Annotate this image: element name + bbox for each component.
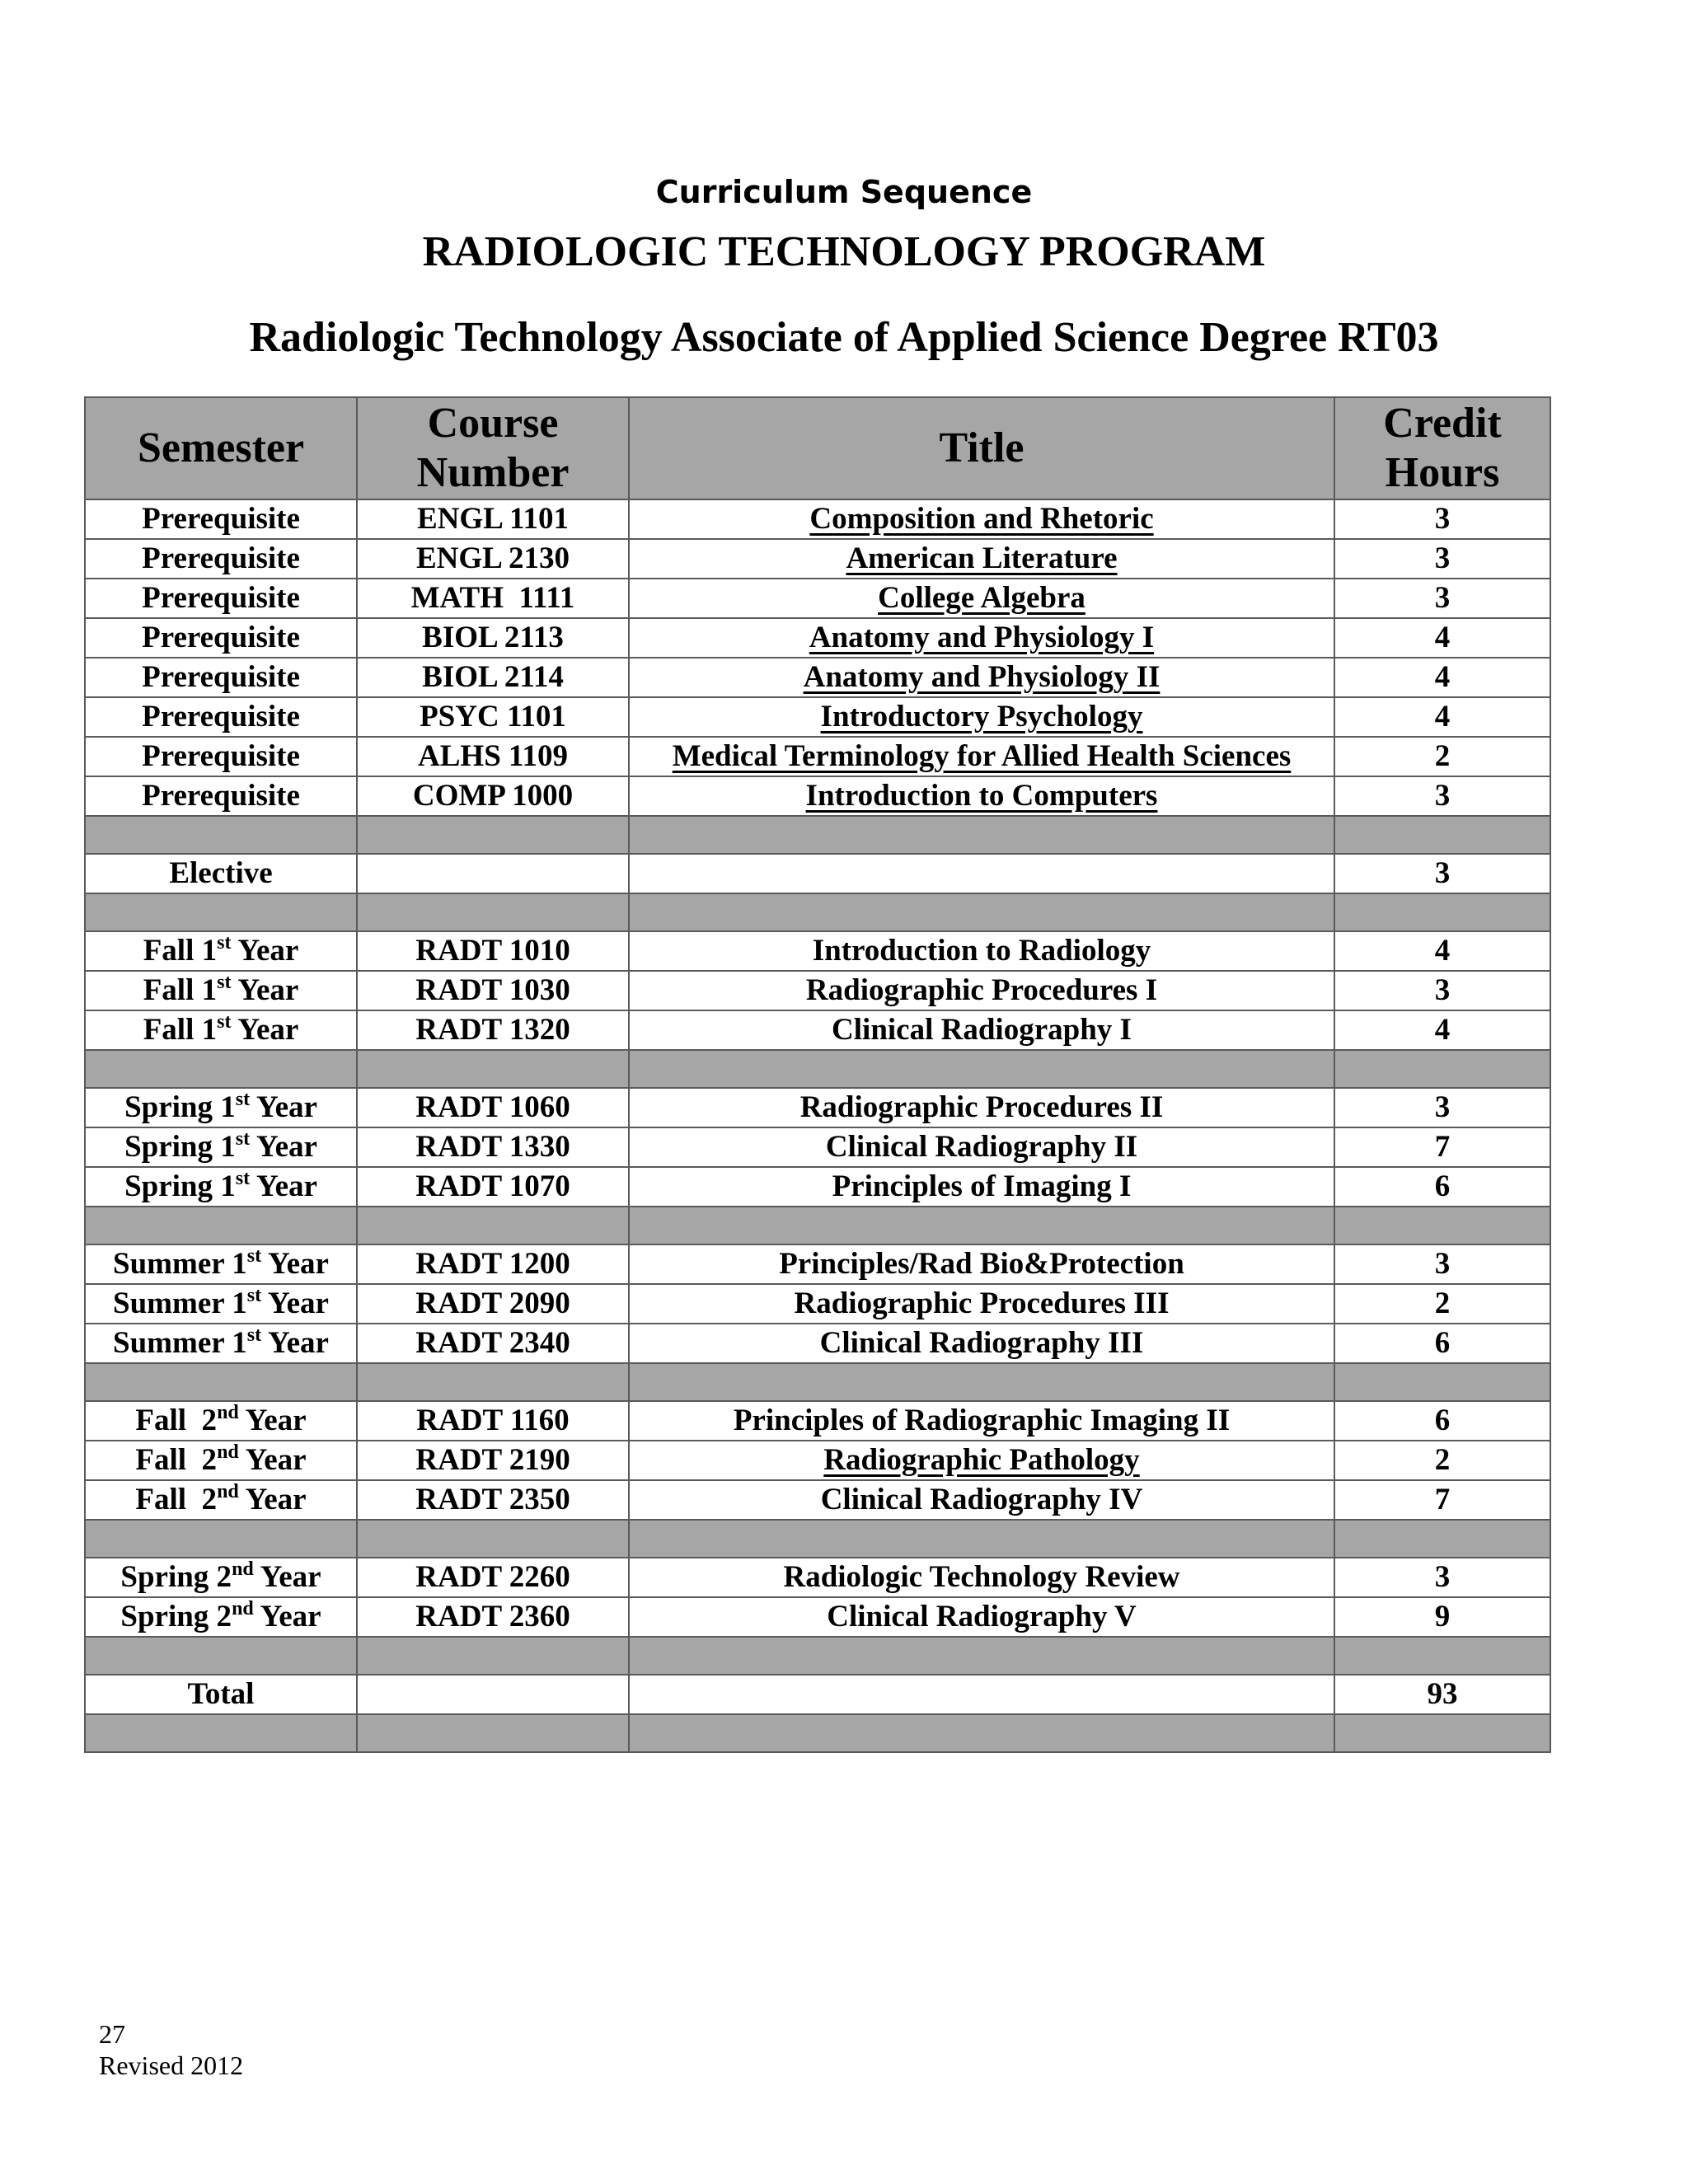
course-title: Clinical Radiography I — [832, 1013, 1132, 1047]
course-title-cell — [629, 539, 1334, 579]
credit-hours-cell: 2 — [1334, 737, 1550, 776]
semester-cell: Prerequisite — [85, 499, 357, 539]
semester-cell — [85, 1167, 357, 1207]
course-title: Anatomy and Physiology II — [803, 660, 1160, 694]
separator-cell — [629, 1050, 1334, 1088]
separator-cell — [357, 816, 629, 854]
semester-cell — [85, 1324, 357, 1363]
semester-year: Year — [253, 1560, 321, 1594]
course-title-cell — [629, 931, 1334, 971]
semester-year: Year — [231, 973, 299, 1007]
course-title: Clinical Radiography V — [827, 1600, 1137, 1633]
table-row — [85, 1401, 1550, 1441]
separator-row — [85, 1714, 1550, 1752]
course-title: Radiographic Procedures III — [794, 1286, 1170, 1320]
credit-hours-cell: 3 — [1334, 854, 1550, 893]
semester-text: Fall 2 — [135, 1404, 218, 1437]
table-row — [85, 737, 1550, 776]
course-title-cell — [629, 1401, 1334, 1441]
semester-year: Year — [250, 1169, 317, 1203]
separator-cell — [1334, 1714, 1550, 1752]
table-row — [85, 1088, 1550, 1127]
semester-cell — [85, 1244, 357, 1284]
semester-year: Year — [238, 1443, 307, 1477]
table-row — [85, 658, 1550, 697]
credit-hours-cell: 6 — [1334, 1324, 1550, 1363]
course-title-cell — [629, 1324, 1334, 1363]
separator-cell — [357, 1520, 629, 1558]
credit-hours-cell: 3 — [1334, 1244, 1550, 1284]
course-title-cell — [629, 737, 1334, 776]
semester-year: Year — [250, 1130, 317, 1164]
separator-cell — [357, 1714, 629, 1752]
credit-hours-cell: 6 — [1334, 1167, 1550, 1207]
header-credit-hours: Credit Hours — [1334, 397, 1550, 499]
semester-cell: Prerequisite — [85, 539, 357, 579]
semester-cell — [85, 931, 357, 971]
separator-cell — [357, 1363, 629, 1401]
credit-hours-cell: 93 — [1334, 1675, 1550, 1714]
table-row — [85, 618, 1550, 658]
semester-year: Year — [253, 1600, 321, 1633]
semester-ordinal: st — [217, 972, 232, 993]
course-title: Radiographic Pathology — [823, 1443, 1140, 1477]
course-number-cell: RADT 1330 — [357, 1127, 629, 1167]
semester-text: Fall 2 — [135, 1483, 218, 1516]
curriculum-table-body — [85, 499, 1550, 1752]
course-number-cell: COMP 1000 — [357, 776, 629, 816]
table-row — [85, 1010, 1550, 1050]
separator-cell — [85, 893, 357, 931]
separator-cell — [1334, 816, 1550, 854]
semester-year: Year — [231, 1013, 299, 1047]
separator-row — [85, 893, 1550, 931]
course-title-cell — [629, 1010, 1334, 1050]
semester-year: Year — [261, 1286, 329, 1320]
table-row — [85, 1558, 1550, 1597]
course-number-cell — [357, 1675, 629, 1714]
course-number-cell: RADT 1160 — [357, 1401, 629, 1441]
course-number-cell: MATH 1111 — [357, 579, 629, 618]
course-title-cell — [629, 1088, 1334, 1127]
semester-ordinal: st — [246, 1285, 262, 1306]
separator-cell — [629, 1363, 1334, 1401]
semester-text: Spring 1 — [124, 1090, 236, 1124]
table-row — [85, 1284, 1550, 1324]
semester-text: Fall 1 — [143, 934, 218, 968]
separator-row — [85, 1520, 1550, 1558]
semester-cell — [85, 1558, 357, 1597]
program-title: RADIOLOGIC TECHNOLOGY PROGRAM — [422, 228, 1266, 275]
semester-cell — [85, 1284, 357, 1324]
credit-hours-cell: 9 — [1334, 1597, 1550, 1637]
semester-ordinal: nd — [217, 1441, 239, 1463]
course-title-cell — [629, 971, 1334, 1010]
semester-ordinal: st — [217, 1011, 232, 1033]
semester-cell — [85, 1441, 357, 1480]
course-title: Radiographic Procedures I — [805, 973, 1158, 1007]
separator-cell — [1334, 1207, 1550, 1244]
credit-hours-cell: 7 — [1334, 1480, 1550, 1520]
course-title-cell — [629, 1127, 1334, 1167]
semester-ordinal: st — [217, 932, 232, 954]
course-number-cell: RADT 2190 — [357, 1441, 629, 1480]
credit-hours-cell: 2 — [1334, 1441, 1550, 1480]
separator-row — [85, 1050, 1550, 1088]
semester-ordinal: nd — [232, 1558, 254, 1580]
course-title: Anatomy and Physiology I — [809, 621, 1155, 654]
semester-text: Fall 2 — [135, 1443, 218, 1477]
separator-cell — [85, 1714, 357, 1752]
course-number-cell: PSYC 1101 — [357, 697, 629, 737]
semester-text: Spring 2 — [120, 1560, 232, 1594]
course-number-cell: RADT 2350 — [357, 1480, 629, 1520]
table-row — [85, 1441, 1550, 1480]
course-title: Principles/Rad Bio&Protection — [779, 1247, 1184, 1281]
degree-title: Radiologic Technology Associate of Applied Science Degree RT03 — [249, 314, 1439, 361]
credit-hours-cell: 2 — [1334, 1284, 1550, 1324]
table-row — [85, 1244, 1550, 1284]
header-semester: Semester — [85, 397, 357, 499]
separator-cell — [85, 1520, 357, 1558]
course-title-cell — [629, 697, 1334, 737]
course-number-cell: RADT 1200 — [357, 1244, 629, 1284]
curriculum-sequence-label: Curriculum Sequence — [655, 174, 1033, 210]
separator-cell — [357, 1637, 629, 1675]
semester-ordinal: nd — [232, 1598, 254, 1619]
course-number-cell: RADT 2360 — [357, 1597, 629, 1637]
credit-hours-cell: 4 — [1334, 658, 1550, 697]
separator-cell — [85, 1207, 357, 1244]
semester-ordinal: st — [246, 1324, 262, 1346]
course-number-cell: BIOL 2113 — [357, 618, 629, 658]
course-number-cell: ENGL 1101 — [357, 499, 629, 539]
separator-cell — [85, 1363, 357, 1401]
course-title-cell — [629, 1597, 1334, 1637]
course-title: Clinical Radiography II — [825, 1130, 1138, 1164]
course-title: Radiographic Procedures II — [799, 1090, 1164, 1124]
course-title-cell — [629, 1480, 1334, 1520]
semester-ordinal: st — [235, 1168, 251, 1189]
course-title: College Algebra — [878, 581, 1085, 615]
separator-row — [85, 1637, 1550, 1675]
semester-text: Summer 1 — [113, 1326, 247, 1360]
course-title-cell — [629, 1558, 1334, 1597]
course-number-cell: RADT 1320 — [357, 1010, 629, 1050]
course-title-cell — [629, 618, 1334, 658]
credit-hours-cell: 6 — [1334, 1401, 1550, 1441]
semester-cell: Total — [85, 1675, 357, 1714]
course-number-cell: ENGL 2130 — [357, 539, 629, 579]
semester-ordinal: st — [235, 1128, 251, 1150]
separator-cell — [85, 816, 357, 854]
course-title: American Literature — [846, 541, 1118, 575]
semester-year: Year — [261, 1326, 329, 1360]
credit-hours-cell: 3 — [1334, 539, 1550, 579]
curriculum-table — [84, 396, 1551, 1753]
separator-cell — [1334, 1050, 1550, 1088]
separator-cell — [1334, 893, 1550, 931]
course-title-cell — [629, 579, 1334, 618]
separator-cell — [629, 1637, 1334, 1675]
semester-text: Fall 1 — [143, 1013, 218, 1047]
credit-hours-cell: 4 — [1334, 931, 1550, 971]
separator-cell — [629, 816, 1334, 854]
table-row — [85, 539, 1550, 579]
course-title-cell — [629, 1167, 1334, 1207]
semester-cell: Prerequisite — [85, 776, 357, 816]
credit-hours-cell: 3 — [1334, 776, 1550, 816]
credit-hours-cell: 3 — [1334, 579, 1550, 618]
course-number-cell — [357, 854, 629, 893]
semester-cell: Prerequisite — [85, 658, 357, 697]
table-row — [85, 1597, 1550, 1637]
table-row — [85, 776, 1550, 816]
course-title: Introductory Psychology — [820, 700, 1143, 733]
table-row — [85, 1127, 1550, 1167]
course-title: Principles of Imaging I — [832, 1169, 1132, 1203]
course-title: Clinical Radiography III — [819, 1326, 1144, 1360]
credit-hours-cell: 4 — [1334, 1010, 1550, 1050]
semester-text: Summer 1 — [113, 1247, 247, 1281]
separator-row — [85, 816, 1550, 854]
table-row — [85, 971, 1550, 1010]
course-number-cell: RADT 1030 — [357, 971, 629, 1010]
credit-hours-cell: 3 — [1334, 1558, 1550, 1597]
semester-cell: Prerequisite — [85, 697, 357, 737]
course-number-cell: RADT 2090 — [357, 1284, 629, 1324]
semester-text: Spring 2 — [120, 1600, 232, 1633]
separator-cell — [629, 1714, 1334, 1752]
separator-cell — [629, 1207, 1334, 1244]
semester-year: Year — [238, 1404, 307, 1437]
revised-date: Revised 2012 — [99, 2050, 244, 2080]
table-row — [85, 1480, 1550, 1520]
separator-cell — [357, 1050, 629, 1088]
course-number-cell: RADT 1070 — [357, 1167, 629, 1207]
table-row — [85, 579, 1550, 618]
course-title: Introduction to Radiology — [812, 934, 1151, 968]
course-title-cell — [629, 1675, 1334, 1714]
semester-cell — [85, 1088, 357, 1127]
course-number-cell: BIOL 2114 — [357, 658, 629, 697]
separator-cell — [1334, 1637, 1550, 1675]
credit-hours-cell: 7 — [1334, 1127, 1550, 1167]
semester-year: Year — [231, 934, 299, 968]
table-row — [85, 931, 1550, 971]
semester-ordinal: nd — [217, 1481, 239, 1502]
separator-cell — [85, 1050, 357, 1088]
separator-cell — [1334, 1363, 1550, 1401]
credit-hours-cell: 3 — [1334, 1088, 1550, 1127]
header-title: Title — [629, 397, 1334, 499]
page-number: 27 — [99, 2019, 125, 2049]
course-title-cell — [629, 1244, 1334, 1284]
semester-year: Year — [250, 1090, 317, 1124]
credit-hours-cell: 3 — [1334, 499, 1550, 539]
semester-text: Fall 1 — [143, 973, 218, 1007]
course-title-cell — [629, 1441, 1334, 1480]
separator-cell — [629, 1520, 1334, 1558]
course-title-cell — [629, 658, 1334, 697]
separator-row — [85, 1207, 1550, 1244]
course-number-cell: RADT 2340 — [357, 1324, 629, 1363]
course-title: Composition and Rhetoric — [809, 502, 1154, 536]
semester-text: Summer 1 — [113, 1286, 247, 1320]
table-row — [85, 1675, 1550, 1714]
course-number-cell: ALHS 1109 — [357, 737, 629, 776]
semester-cell: Prerequisite — [85, 618, 357, 658]
course-title: Principles of Radiographic Imaging II — [733, 1404, 1231, 1437]
separator-cell — [85, 1637, 357, 1675]
course-title: Introduction to Computers — [805, 779, 1158, 813]
semester-cell — [85, 1401, 357, 1441]
separator-row — [85, 1363, 1550, 1401]
table-row — [85, 697, 1550, 737]
semester-ordinal: st — [246, 1245, 262, 1267]
semester-text: Spring 1 — [124, 1130, 236, 1164]
semester-cell — [85, 1597, 357, 1637]
table-row — [85, 1324, 1550, 1363]
table-row — [85, 499, 1550, 539]
semester-cell — [85, 971, 357, 1010]
semester-cell: Elective — [85, 854, 357, 893]
course-number-cell: RADT 2260 — [357, 1558, 629, 1597]
semester-cell — [85, 1010, 357, 1050]
separator-cell — [629, 893, 1334, 931]
semester-year: Year — [261, 1247, 329, 1281]
credit-hours-cell: 4 — [1334, 697, 1550, 737]
course-title-cell — [629, 776, 1334, 816]
course-title-cell — [629, 1284, 1334, 1324]
semester-ordinal: st — [235, 1089, 251, 1110]
course-title: Radiologic Technology Review — [783, 1560, 1180, 1594]
separator-cell — [1334, 1520, 1550, 1558]
header-course-number: Course Number — [357, 397, 629, 499]
course-title: Clinical Radiography IV — [820, 1483, 1143, 1516]
semester-text: Spring 1 — [124, 1169, 236, 1203]
course-number-cell: RADT 1060 — [357, 1088, 629, 1127]
semester-cell — [85, 1480, 357, 1520]
course-title: Medical Terminology for Allied Health Sciences — [672, 739, 1292, 773]
course-number-cell: RADT 1010 — [357, 931, 629, 971]
semester-cell: Prerequisite — [85, 579, 357, 618]
semester-cell — [85, 1127, 357, 1167]
semester-ordinal: nd — [217, 1402, 239, 1423]
course-title-cell — [629, 854, 1334, 893]
semester-cell: Prerequisite — [85, 737, 357, 776]
separator-cell — [357, 1207, 629, 1244]
credit-hours-cell: 3 — [1334, 971, 1550, 1010]
course-title-cell — [629, 499, 1334, 539]
semester-year: Year — [238, 1483, 307, 1516]
table-row — [85, 854, 1550, 893]
separator-cell — [357, 893, 629, 931]
credit-hours-cell: 4 — [1334, 618, 1550, 658]
table-row — [85, 1167, 1550, 1207]
